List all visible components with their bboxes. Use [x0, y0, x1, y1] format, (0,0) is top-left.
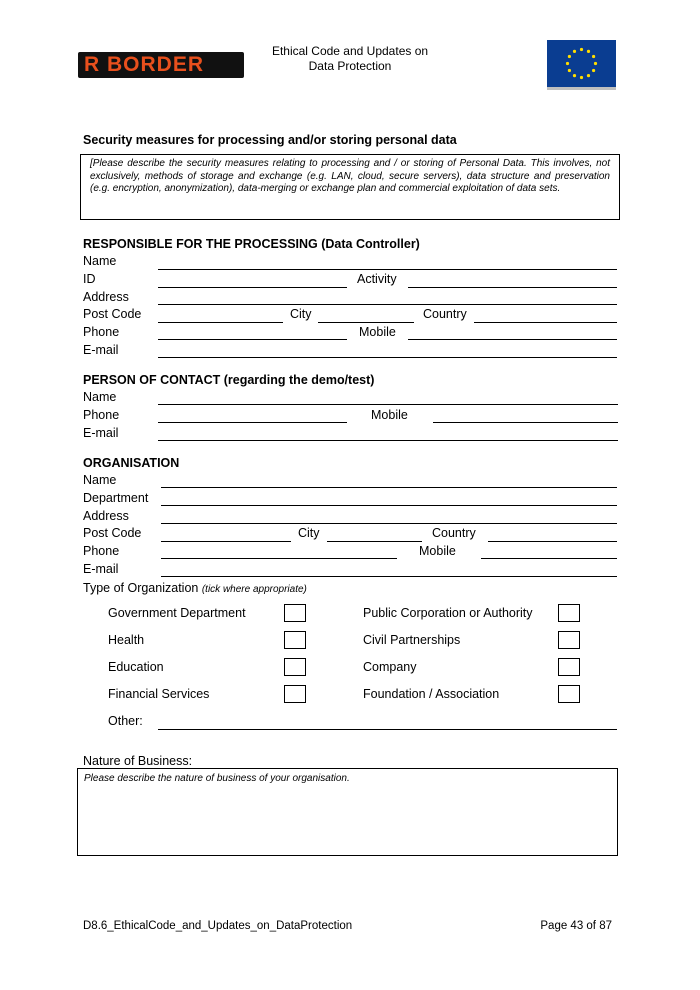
controller-activity-field[interactable]: [408, 287, 617, 288]
controller-mobile-label: Mobile: [359, 325, 396, 339]
org-phone-field[interactable]: [161, 558, 397, 559]
controller-city-field[interactable]: [318, 322, 414, 323]
org-type-other-label: Other:: [108, 714, 143, 728]
org-email-field[interactable]: [161, 576, 617, 577]
controller-postcode-field[interactable]: [158, 322, 283, 323]
contact-title: PERSON OF CONTACT (regarding the demo/test): [83, 373, 375, 387]
controller-id-label: ID: [83, 272, 96, 286]
org-email-label: E-mail: [83, 562, 119, 576]
org-mobile-label: Mobile: [419, 544, 456, 558]
logo-text: R BORDER: [84, 53, 205, 76]
controller-postcode-label: Post Code: [83, 307, 142, 321]
business-instructions: Please describe the nature of business of your organisation.: [84, 773, 350, 784]
org-type-financial-checkbox[interactable]: [284, 685, 306, 703]
controller-id-field[interactable]: [158, 287, 347, 288]
security-instructions: [Please describe the security measures relating to processing and / or storing of Personal Data. This involves, not exclusively, methods of storage and exchange (e.g. LAN, cloud, secure servers), data structure and preservation (e.g. encryption, anonymization), data-merging or exchange plan and commercial exploitation of data sets.: [90, 158, 610, 194]
org-mobile-field[interactable]: [481, 558, 617, 559]
controller-activity-label: Activity: [357, 272, 397, 286]
header-title-line1: Ethical Code and Updates on: [271, 44, 429, 58]
org-type-company-checkbox[interactable]: [558, 658, 580, 676]
org-type-financial-label: Financial Services: [108, 687, 210, 701]
org-city-label: City: [298, 526, 320, 540]
controller-phone-field[interactable]: [158, 339, 347, 340]
controller-phone-label: Phone: [83, 325, 120, 339]
controller-mobile-field[interactable]: [408, 339, 617, 340]
org-type-education-checkbox[interactable]: [284, 658, 306, 676]
controller-name-field[interactable]: [158, 269, 617, 270]
org-type-other-field[interactable]: [158, 729, 617, 730]
org-postcode-field[interactable]: [161, 541, 291, 542]
footer-page-number: Page 43 of 87: [540, 920, 612, 932]
eu-flag-icon: [547, 40, 616, 90]
controller-city-label: City: [290, 307, 312, 321]
business-label: Nature of Business:: [83, 754, 193, 768]
org-type-foundation-label: Foundation / Association: [363, 687, 500, 701]
security-title: Security measures for processing and/or storing personal data: [83, 133, 457, 147]
org-name-field[interactable]: [161, 487, 617, 488]
contact-email-field[interactable]: [158, 440, 618, 441]
org-type-foundation-checkbox[interactable]: [558, 685, 580, 703]
organisation-title: ORGANISATION: [83, 456, 180, 470]
controller-title: RESPONSIBLE FOR THE PROCESSING (Data Controller): [83, 237, 420, 251]
org-department-label: Department: [83, 491, 149, 505]
controller-address-field[interactable]: [158, 304, 617, 305]
org-type-label: Type of Organization: [83, 581, 199, 595]
org-city-field[interactable]: [327, 541, 422, 542]
roborder-logo: [78, 52, 244, 78]
security-instructions-box[interactable]: [80, 154, 620, 220]
controller-country-label: Country: [423, 307, 467, 321]
contact-phone-field[interactable]: [158, 422, 347, 423]
org-address-field[interactable]: [161, 523, 617, 524]
org-country-field[interactable]: [488, 541, 617, 542]
contact-mobile-field[interactable]: [433, 422, 618, 423]
contact-email-label: E-mail: [83, 426, 119, 440]
controller-email-field[interactable]: [158, 357, 617, 358]
org-phone-label: Phone: [83, 544, 120, 558]
org-type-civil-label: Civil Partnerships: [363, 633, 461, 647]
header-title-line2: Data Protection: [308, 58, 392, 73]
controller-address-label: Address: [83, 290, 129, 304]
org-type-health-checkbox[interactable]: [284, 631, 306, 649]
header-title: [250, 44, 450, 73]
org-type-education-label: Education: [108, 660, 164, 674]
business-textarea[interactable]: [77, 768, 618, 856]
org-type-public-corp-label: Public Corporation or Authority: [363, 606, 533, 620]
contact-mobile-label: Mobile: [371, 408, 408, 422]
org-type-company-label: Company: [363, 660, 417, 674]
controller-email-label: E-mail: [83, 343, 119, 357]
org-type-civil-checkbox[interactable]: [558, 631, 580, 649]
contact-name-field[interactable]: [158, 404, 618, 405]
org-name-label: Name: [83, 473, 117, 487]
org-type-government-label: Government Department: [108, 606, 246, 620]
org-type-hint: (tick where appropriate): [201, 584, 307, 595]
org-department-field[interactable]: [161, 505, 617, 506]
controller-name-label: Name: [83, 254, 117, 268]
footer-doc-name: D8.6_EthicalCode_and_Updates_on_DataProtection: [83, 920, 353, 932]
org-type-public-corp-checkbox[interactable]: [558, 604, 580, 622]
org-address-label: Address: [83, 509, 129, 523]
org-type-heading: [83, 581, 307, 595]
org-country-label: Country: [432, 526, 476, 540]
org-type-health-label: Health: [108, 633, 145, 647]
contact-phone-label: Phone: [83, 408, 120, 422]
controller-country-field[interactable]: [474, 322, 617, 323]
org-type-government-checkbox[interactable]: [284, 604, 306, 622]
contact-name-label: Name: [83, 390, 117, 404]
org-postcode-label: Post Code: [83, 526, 142, 540]
